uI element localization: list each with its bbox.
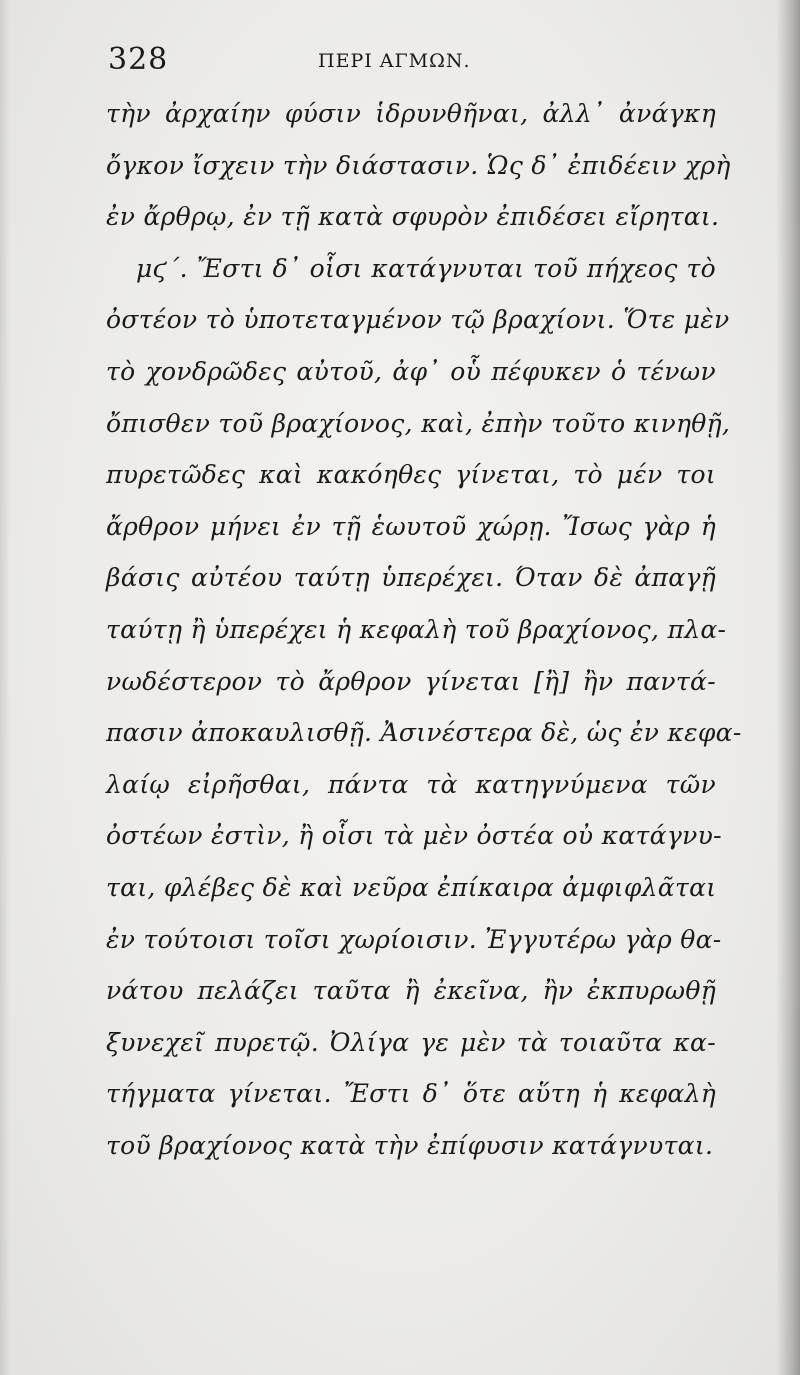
page-left-edge xyxy=(0,0,10,1375)
text-line: λαίῳ εἰρῆσθαι, πάντα τὰ κατηγνύμενα τῶν xyxy=(106,769,716,799)
text-line: ταύτῃ ἢ ὑπερέχει ἡ κεφαλὴ τοῦ βραχίονος, πλα- xyxy=(106,614,727,644)
text-line: πυρετῶδες καὶ κακόηθες γίνεται, τὸ μέν τοι xyxy=(106,460,716,490)
section-start-line: μϛ΄. Ἔστι δ᾽ οἷσι κατάγνυται τοῦ πήχεος τὸ xyxy=(136,253,716,283)
text-line: ὀστέον τὸ ὑποτεταγμένον τῷ βραχίονι. Ὅτε μὲν xyxy=(106,305,730,335)
text-line: βάσις αὐτέου ταύτῃ ὑπερέχει. Όταν δὲ ἀπαγῇ xyxy=(106,563,716,593)
body-text xyxy=(106,88,742,1171)
text-line: τὸ χονδρῶδες αὐτοῦ, ἀφ᾽ οὗ πέφυκεν ὁ τένων xyxy=(106,356,716,386)
page-header xyxy=(108,42,708,82)
text-line: ὄγκον ἴσχειν τὴν διάστασιν. Ὡς δ᾽ ἐπιδέειν χρὴ xyxy=(106,150,731,180)
text-line: νάτου πελάζει ταῦτα ἢ ἐκεῖνα, ἢν ἐκπυρωθῇ xyxy=(106,976,716,1006)
running-head: ΠΕΡΙ ΑΓΜΩΝ. xyxy=(318,50,471,72)
page-gutter-shadow xyxy=(776,0,800,1375)
text-line: τὴν ἀρχαίην φύσιν ἱδρυνθῆναι, ἀλλ᾽ ἀνάγκη xyxy=(106,99,716,128)
text-line: ἄρθρον μήνει ἐν τῇ ἑωυτοῦ χώρῃ. Ἴσως γὰρ ἡ xyxy=(106,511,716,541)
text-line: τήγματα γίνεται. Ἔστι δ᾽ ὅτε αὕτη ἡ κεφαλὴ xyxy=(106,1079,716,1109)
page-number: 328 xyxy=(108,42,169,77)
text-line: ἐν ἄρθρῳ, ἐν τῇ κατὰ σφυρὸν ἐπιδέσει εἴρηται. xyxy=(106,202,720,232)
text-line: τοῦ βραχίονος κατὰ τὴν ἐπίφυσιν κατάγνυται. xyxy=(106,1130,714,1160)
text-line: ξυνεχεῖ πυρετῷ. Ὀλίγα γε μὲν τὰ τοιαῦτα κα- xyxy=(106,1027,716,1057)
text-line: νωδέστερον τὸ ἄρθρον γίνεται [ἢ] ἢν παντά- xyxy=(106,666,716,696)
text-line: ται, φλέβες δὲ καὶ νεῦρα ἐπίκαιρα ἀμφιφλᾶται xyxy=(106,872,717,902)
text-line: ὀστέων ἐστὶν, ἢ οἷσι τὰ μὲν ὀστέα οὐ κατάγνυ- xyxy=(106,821,722,851)
text-line: πασιν ἀποκαυλισθῇ. Ἀσινέστερα δὲ, ὡς ἐν κεφα- xyxy=(106,718,742,748)
text-line: ἐν τούτοισι τοῖσι χωρίοισιν. Ἐγγυτέρω γὰρ θα- xyxy=(106,924,722,954)
text-line: ὄπισθεν τοῦ βραχίονος, καὶ, ἐπὴν τοῦτο κινηθῇ, xyxy=(106,408,731,438)
